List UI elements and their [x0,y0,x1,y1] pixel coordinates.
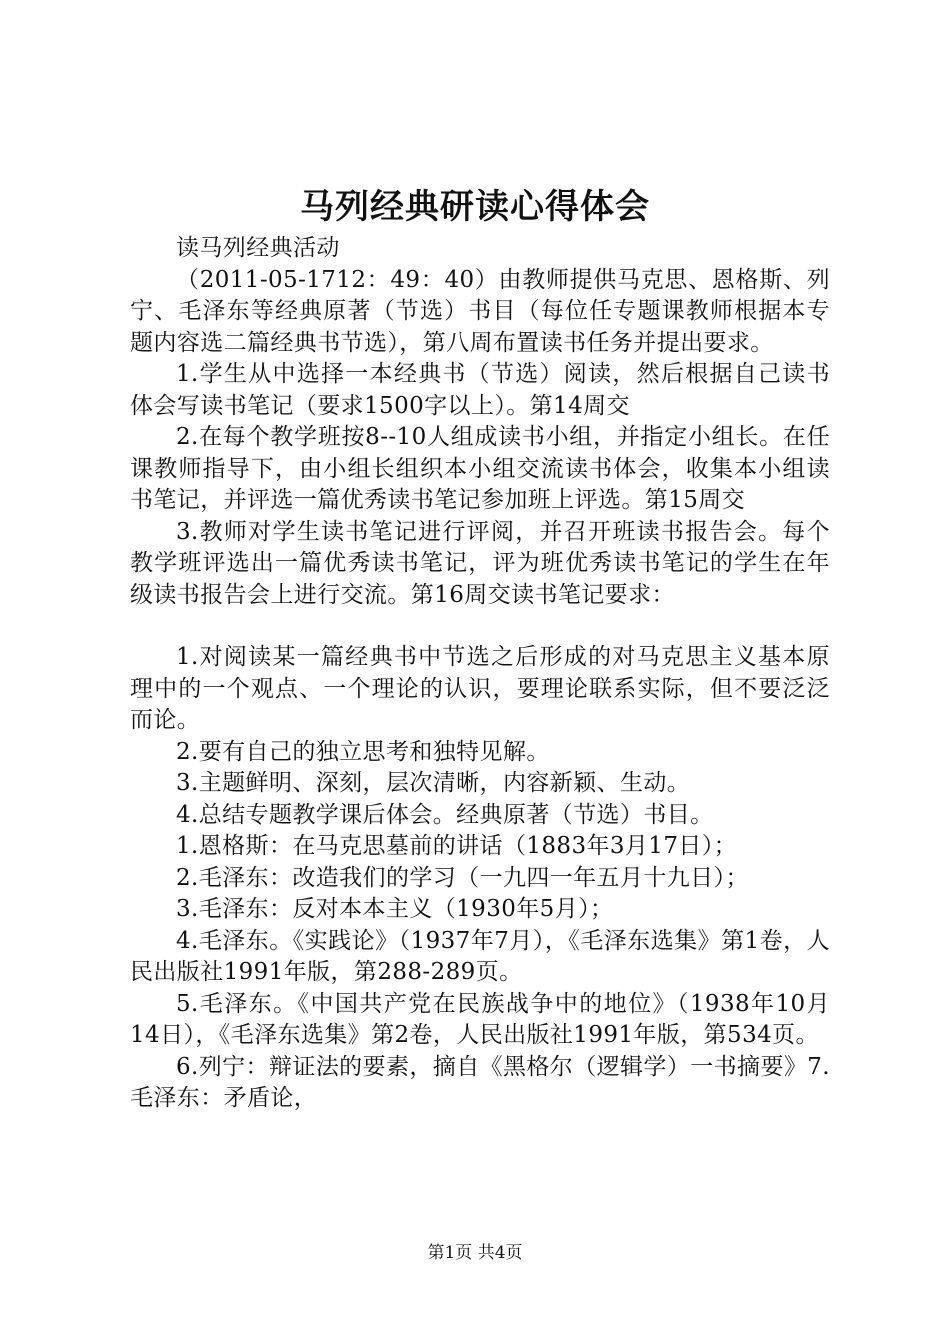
paragraph-requirement-2: 2.要有自己的独立思考和独特见解。 [176,738,550,765]
paragraph-task-2: 2.在每个教学班按8--10人组成读书小组，并指定小组长。在任课教师指导下，由小组长组织本小组交流读书体会，收集本小组读书笔记，并评选一篇优秀读书笔记参加班上评选。第15周交 [130,424,830,513]
paragraph-reading-5: 5.毛泽东。《中国共产党在民族战争中的地位》（1938年10月14日），《毛泽东选集》第2卷，人民出版社1991年版，第534页。 [130,990,830,1048]
paragraph-reading-6: 6.列宁：辩证法的要素，摘自《黑格尔（逻辑学）一书摘要》7.毛泽东：矛盾论， [130,1053,830,1111]
paragraph-activity-heading: 读马列经典活动 [176,235,340,261]
paragraph-reading-4: 4.毛泽东。《实践论》（1937年7月），《毛泽东选集》第1卷，人民出版社1991年版，第288-289页。 [130,927,830,985]
paragraph-requirement-1: 1.对阅读某一篇经典书中节选之后形成的对马克思主义基本原理中的一个观点、一个理论的认识，要理论联系实际，但不要泛泛而论。 [130,644,830,733]
paragraph-requirement-4: 4.总结专题教学课后体会。经典原著（节选）书目。 [176,801,714,828]
document-title: 马列经典研读心得体会 [300,187,650,227]
paragraph-requirement-3: 3.主题鲜明、深刻，层次清晰，内容新颖、生动。 [176,770,691,796]
page-footer: 第1页 共4页 [427,1243,523,1263]
paragraph-intro: （2011-05-1712：49：40）由教师提供马克思、恩格斯、列宁、毛泽东等经典原著（节选）书目（每位任专题课教师根据本专题内容选二篇经典书节选），第八周布置读书任务并提出要求。 [130,266,830,356]
paragraph-task-1: 1.学生从中选择一本经典书（节选）阅读，然后根据自己读书体会写读书笔记（要求1500字以上）。第14周交 [130,361,830,419]
document-body [130,233,830,1115]
paragraph-reading-2: 2.毛泽东：改造我们的学习（一九四一年五月十九日）； [176,864,749,891]
paragraph-reading-1: 1.恩格斯：在马克思墓前的讲话（1883年3月17日）； [176,833,738,859]
paragraph-reading-3: 3.毛泽东：反对本本主义（1930年5月）； [176,896,614,922]
paragraph-task-3: 3.教师对学生读书笔记进行评阅，并召开班读书报告会。每个教学班评选出一篇优秀读书笔记，评为班优秀读书笔记的学生在年级读书报告会上进行交流。第16周交读书笔记要求： [130,518,830,608]
